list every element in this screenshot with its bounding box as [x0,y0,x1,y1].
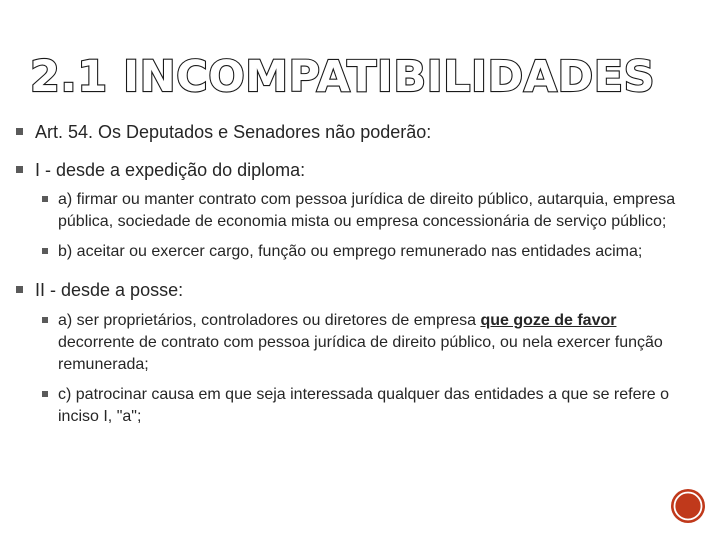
item-text: c) patrocinar causa em que seja interessada qualquer das entidades a que se refere o inciso I, "a"; [58,386,670,425]
slide-title: 2.1 INCOMPATIBILIDADES [30,52,656,102]
item-text-before: a) ser proprietários, controladores ou diretores de empresa [58,312,481,329]
circle-logo-icon [670,488,706,524]
sub-list-item [16,189,676,233]
item-text: b) aceitar ou exercer cargo, função ou emprego remunerado nas entidades acima; [58,243,643,260]
item-text: Art. 54. Os Deputados e Senadores não poderão: [35,122,432,142]
bullet-icon [16,286,23,293]
item-text-after: decorrente de contrato com pessoa jurídica de direito público, ou nela exercer função remunerada; [58,334,663,373]
item-text: I - desde a expedição do diploma: [35,160,306,180]
sub-list-item [16,241,676,263]
sub-list-item [16,310,676,376]
bullet-icon [42,391,48,397]
bullet-icon [16,128,23,135]
bullet-icon [42,248,48,254]
bullet-icon [42,196,48,202]
logo-center [677,495,699,517]
list-item [16,279,676,302]
bullet-icon [42,317,48,323]
item-text: a) firmar ou manter contrato com pessoa jurídica de direito público, autarquia, empresa pública, sociedade de economia mista ou empresa concessionária de serviço público; [58,191,676,230]
item-text: II - desde a posse: [35,280,184,300]
list-item [16,159,676,182]
list-item [16,121,676,144]
underlined-phrase: que goze de favor [480,312,617,329]
slide-content [16,121,676,428]
bullet-icon [16,166,23,173]
sub-list-item [16,384,676,428]
